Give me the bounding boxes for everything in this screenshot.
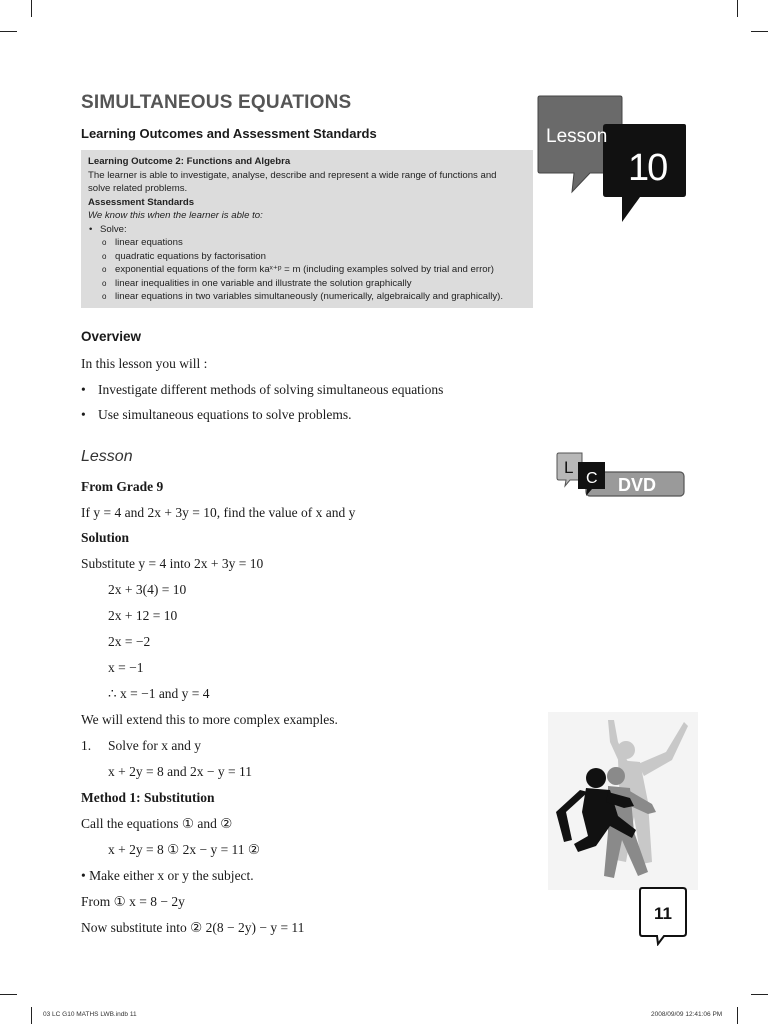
- question-number: 1.: [81, 738, 92, 753]
- list-item-solve: • Solve:: [88, 223, 526, 237]
- lesson-heading: Lesson: [81, 448, 133, 465]
- substitute-line: Substitute y = 4 into 2x + 3y = 10: [81, 556, 264, 571]
- solution-conclusion: ∴ x = −1 and y = 4: [108, 686, 210, 701]
- learning-outcome-text-1: The learner is able to investigate, analyse, describe and represent a wide range of functions and: [88, 169, 497, 181]
- substitute-into-line: Now substitute into ② 2(8 − 2y) − y = 11: [81, 920, 305, 935]
- learning-outcome-text-2: solve related problems.: [88, 183, 188, 194]
- solution-step: x = −1: [108, 660, 144, 675]
- crop-mark: [31, 1007, 32, 1024]
- overview-bullet: • Use simultaneous equations to solve problems.: [81, 407, 351, 423]
- crop-mark: [31, 0, 32, 17]
- lesson-badge-word: Lesson: [546, 126, 608, 147]
- page-number-badge: [638, 886, 688, 946]
- learning-outcome-title: Learning Outcome 2: Functions and Algebra: [88, 156, 291, 167]
- learning-outcomes-box: [81, 150, 533, 308]
- from-line: From ① x = 8 − 2y: [81, 894, 185, 909]
- crop-mark: [0, 994, 17, 995]
- make-subject-line: • Make either x or y the subject.: [81, 868, 254, 883]
- crop-mark: [737, 0, 738, 17]
- list-item: o linear inequalities in one variable and illustrate the solution graphically: [88, 277, 526, 291]
- solution-step: 2x + 12 = 10: [108, 608, 178, 623]
- footer-filename: 03 LC G10 MATHS LWB.indb 11: [43, 1011, 137, 1018]
- list-item: o linear equations in two variables simultaneously (numerically, algebraically and graphically).: [88, 290, 526, 304]
- assessment-list: [88, 223, 526, 304]
- crop-mark: [751, 31, 768, 32]
- crop-mark: [751, 994, 768, 995]
- lesson-badge: [536, 94, 688, 224]
- overview-heading: Overview: [81, 329, 142, 344]
- lesson-badge-number: 10: [628, 147, 667, 189]
- dvd-logo-l: L: [564, 458, 574, 477]
- grade-heading: From Grade 9: [81, 479, 164, 494]
- footer-timestamp: 2008/09/09 12:41:06 PM: [651, 1011, 723, 1018]
- dvd-logo-c: C: [586, 470, 598, 487]
- jumping-figures-illustration: [548, 712, 698, 890]
- call-equations-line: Call the equations ① and ②: [81, 816, 233, 831]
- solution-step: 2x + 3(4) = 10: [108, 582, 187, 597]
- page-subtitle: Learning Outcomes and Assessment Standards: [81, 126, 377, 141]
- method-heading: Method 1: Substitution: [81, 790, 215, 805]
- assessment-standards-intro: We know this when the learner is able to:: [88, 210, 263, 221]
- list-item: o exponential equations of the form kaˣ⁺ᵖ = m (including examples solved by trial and error): [88, 263, 526, 277]
- dvd-label: DVD: [618, 475, 657, 495]
- lc-dvd-logo: [556, 452, 688, 500]
- extend-line: We will extend this to more complex examples.: [81, 712, 338, 727]
- question-text: Solve for x and y: [108, 738, 201, 753]
- solution-heading: Solution: [81, 530, 130, 545]
- solution-step: 2x = −2: [108, 634, 151, 649]
- question-equations: x + 2y = 8 and 2x − y = 11: [108, 764, 252, 779]
- labeled-equations: x + 2y = 8 ① 2x − y = 11 ②: [108, 842, 261, 857]
- list-item: o quadratic equations by factorisation: [88, 250, 526, 264]
- crop-mark: [0, 31, 17, 32]
- page-title: SIMULTANEOUS EQUATIONS: [81, 92, 352, 113]
- list-item: o linear equations: [88, 236, 526, 250]
- page-number: 11: [654, 904, 672, 923]
- overview-bullet: • Investigate different methods of solving simultaneous equations: [81, 382, 443, 398]
- problem-statement: If y = 4 and 2x + 3y = 10, find the value of x and y: [81, 505, 356, 520]
- assessment-standards-title: Assessment Standards: [88, 196, 195, 208]
- overview-intro: In this lesson you will :: [81, 356, 208, 371]
- crop-mark: [737, 1007, 738, 1024]
